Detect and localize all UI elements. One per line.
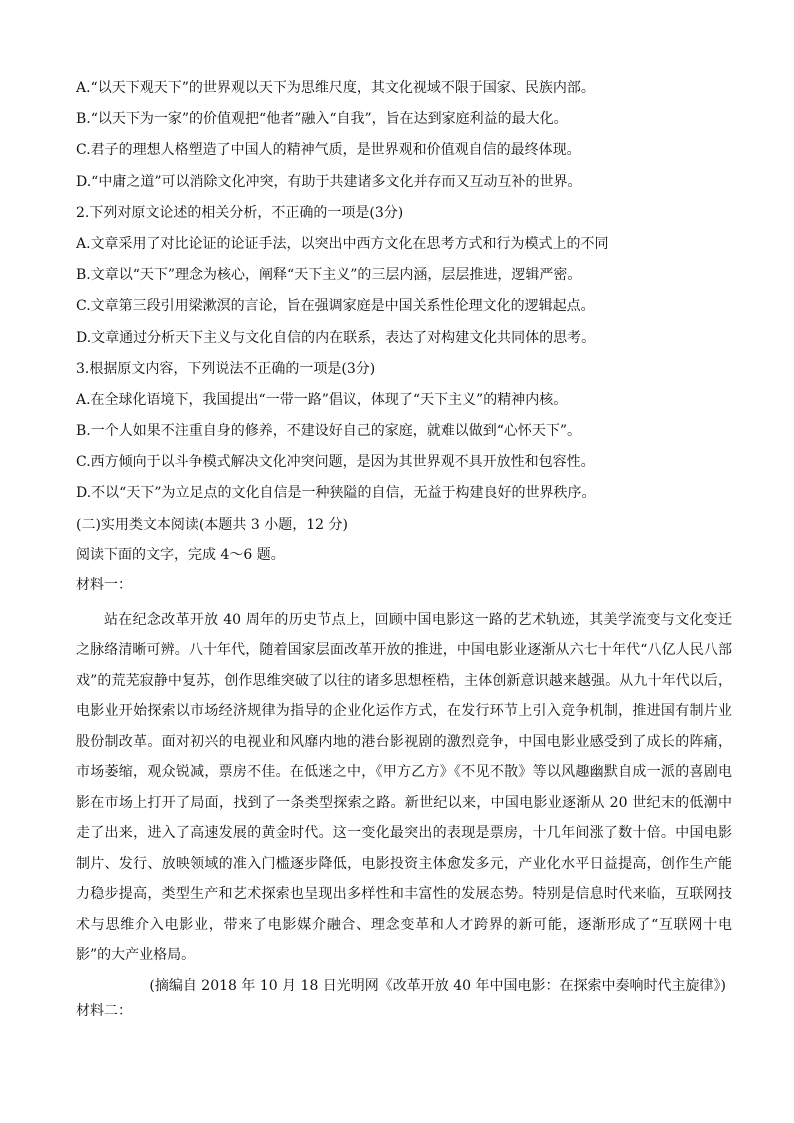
q3-option-c: C.西方倾向于以斗争模式解决文化冲突问题，是因为其世界观不具开放性和包容性。 — [76, 454, 595, 471]
material1-source: (摘编自 2018 年 10 月 18 日光明网《改革开放 40 年中国电影：在探索中奏响时代主旋律》) — [149, 977, 726, 994]
q2-option-c: C.文章第三段引用梁漱溟的言论，旨在强调家庭是中国关系性伦理文化的逻辑起点。 — [76, 298, 595, 315]
q3-option-a: A.在全球化语境下，我国提出“一带一路”倡议，体现了“天下主义”的精神内核。 — [76, 391, 568, 408]
q1-option-b: B.“以天下为一家”的价值观把“他者”融入“自我”，旨在达到家庭利益的最大化。 — [76, 111, 568, 128]
q2-option-b: B.文章以“天下”理念为核心，阐释“天下主义”的三层内涵，层层推进，逻辑严密。 — [76, 267, 582, 284]
reading-instruction: 阅读下面的文字，完成 4～6 题。 — [76, 546, 285, 563]
q2-stem: 2.下列对原文论述的相关分析，不正确的一项是(3分) — [76, 204, 404, 221]
material1-label: 材料一： — [76, 576, 132, 593]
q2-option-a: A.文章采用了对比论证的论证手法，以突出中西方文化在思考方式和行为模式上的不同 — [76, 235, 609, 252]
q1-option-c: C.君子的理想人格塑造了中国人的精神气质，是世界观和价值观自信的最终体现。 — [76, 142, 581, 159]
q1-option-d: D.“中庸之道”可以消除文化冲突，有助于共建诸多文化并存而又互动互补的世界。 — [76, 173, 582, 190]
q3-stem: 3.根据原文内容，下列说法不正确的一项是(3分) — [76, 360, 376, 377]
q3-option-b: B.一个人如果不注重自身的修养，不建设好自己的家庭，就难以做到“心怀天下”。 — [76, 423, 582, 440]
q3-option-d: D.不以“天下”为立足点的文化自信是一种狭隘的自信，无益于构建良好的世界秩序。 — [76, 485, 596, 502]
q2-option-d: D.文章通过分析天下主义与文化自信的内在联系，表达了对构建文化共同体的思考。 — [76, 329, 596, 346]
section-title: (二)实用类文本阅读(本题共 3 小题，12 分) — [76, 516, 348, 533]
q1-option-a: A.“以天下观天下”的世界观以天下为思维尺度，其文化视域不限于国家、民族内部。 — [76, 80, 595, 96]
material1-paragraph: 站在纪念改革开放 40 周年的历史节点上，回顾中国电影这一路的艺术轨迹，其美学流变与文化变迁之脉络清晰可辨。八十年代，随着国家层面改革开放的推进，中国电影业逐渐从六七十年代“八亿人民八部戏”的荒芜寂静中复苏，创作思维突破了以往的诸多思想桎梏，主体创新意识越来越强。从九十年代以后，电影业开始探索以市场经济规律为指导的企业化运作方式，在发行环节上引入竞争机制，推进国有制片业股份制改革。面对初兴的电视业和风靡内地的港台影视剧的激烈竞争，中国电影业感受到了成长的阵痛，市场萎缩，观众锐减，票房不佳。在低迷之中，《甲方乙方》《不见不散》等以风趣幽默自成一派的喜剧电影在市场上打开了局面，找到了一条类型探索之路。新世纪以来，中国电影业逐渐从 20 世纪末的低潮中走了出来，进入了高速发展的黄金时代。这一变化最突出的表现是票房，十几年间涨了数十倍。中国电影制片、发行、放映领域的准入门槛逐步降低，电影投资主体愈发多元，产业化水平日益提高，创作生产能力稳步提高，类型生产和艺术探索也呈现出多样性和丰富性的发展态势。特别是信息时代来临，互联网技术与思维介入电影业，带来了电影媒介融合、理念变革和人才跨界的新可能，逐渐形成了“互联网十电影”的大产业格局。 — [76, 611, 732, 964]
material2-label: 材料二： — [76, 1002, 132, 1019]
